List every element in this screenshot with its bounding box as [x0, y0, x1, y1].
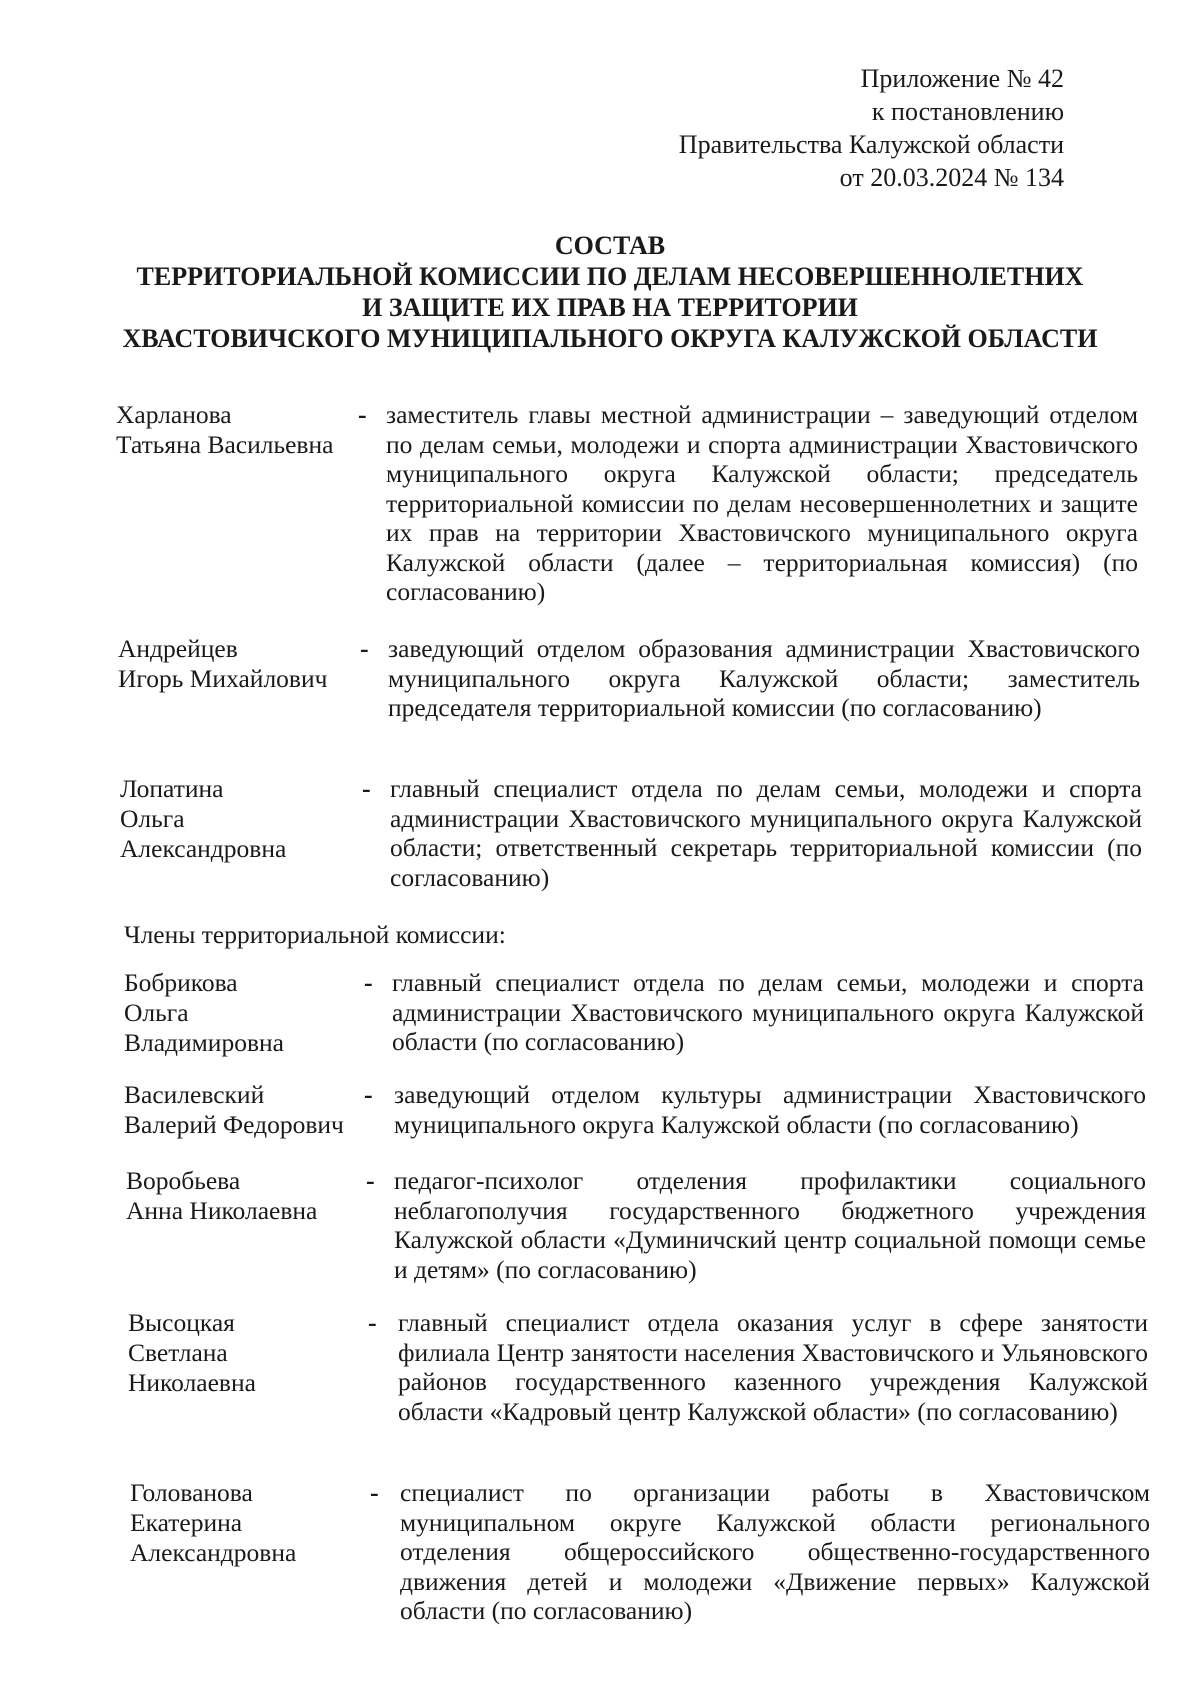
name-line: Николаевна: [128, 1368, 256, 1397]
document-title: [110, 230, 1110, 354]
person-position: главный специалист отдела по делам семьи, молодежи и спорта администрации Хвастовичского муниципального округа Калужской области; ответственный секретарь территориальной комиссии (по согласованию): [390, 774, 1142, 892]
person-name: [124, 968, 374, 1058]
person-name: [128, 1308, 378, 1398]
dash-separator: -: [364, 968, 373, 997]
dash-separator: -: [360, 634, 369, 663]
name-line: Игорь Михайлович: [118, 664, 328, 693]
name-line: Голованова: [130, 1478, 253, 1507]
dash-separator: -: [358, 400, 367, 429]
person-name: [124, 1080, 374, 1140]
name-line: Светлана: [128, 1338, 228, 1367]
members-heading: Члены территориальной комиссии:: [124, 920, 506, 949]
title-line-1: СОСТАВ: [554, 231, 666, 260]
person-position: заместитель главы местной администрации – заведующий отделом по делам семьи, молодежи и спорта администрации Хвастовичского муниципального округа Калужской области; председатель территориальной комиссии по делам несовершеннолетних и защите их прав на территории Хвастовичского муниципального округа Калужской области (далее – территориальная комиссия) (по согласованию): [386, 400, 1138, 606]
name-line: Лопатина: [120, 774, 224, 803]
appendix-line-to-resolution: к постановлению: [871, 97, 1064, 126]
title-line-4: ХВАСТОВИЧСКОГО МУНИЦИПАЛЬНОГО ОКРУГА КАЛУЖСКОЙ ОБЛАСТИ: [122, 324, 1098, 353]
appendix-date-number: от 20.03.2024 № 134: [839, 163, 1064, 192]
person-position: педагог-психолог отделения профилактики социального неблагополучия государственного бюджетного учреждения Калужской области «Думиничский центр социальной помощи семье и детям» (по согласованию): [394, 1166, 1146, 1284]
person-name: [118, 634, 368, 694]
person-position: заведующий отделом культуры администрации Хвастовичского муниципального округа Калужской области (по согласованию): [394, 1080, 1146, 1139]
appendix-number: Приложение № 42: [860, 64, 1064, 93]
person-name: [126, 1166, 376, 1226]
name-line: Ольга: [124, 998, 189, 1027]
name-line: Ольга: [120, 804, 185, 833]
title-line-2: ТЕРРИТОРИАЛЬНОЙ КОМИССИИ ПО ДЕЛАМ НЕСОВЕРШЕННОЛЕТНИХ: [136, 262, 1084, 291]
person-position: заведующий отделом образования администрации Хвастовичского муниципального округа Калужской области; заместитель председателя территориальной комиссии (по согласованию): [388, 634, 1140, 722]
dash-separator: -: [362, 774, 371, 803]
name-line: Владимировна: [124, 1028, 284, 1057]
person-position: специалист по организации работы в Хвастовичском муниципальном округе Калужской области регионального отделения общероссийского общественно-государственного движения детей и молодежи «Движение первых» Калужской области (по согласованию): [400, 1478, 1150, 1625]
person-position: главный специалист отдела по делам семьи, молодежи и спорта администрации Хвастовичского муниципального округа Калужской области (по согласованию): [392, 968, 1144, 1056]
dash-separator: -: [368, 1308, 377, 1337]
name-line: Валерий Федорович: [124, 1110, 344, 1139]
person-name: [120, 774, 370, 864]
appendix-reference: [679, 62, 1064, 194]
person-position: главный специалист отдела оказания услуг в сфере занятости филиала Центр занятости населения Хвастовичского и Ульяновского районов государственного казенного учреждения Калужской области «Кадровый центр Калужской области» (по согласованию): [398, 1308, 1148, 1426]
name-line: Татьяна Васильевна: [116, 430, 334, 459]
title-line-3: И ЗАЩИТЕ ИХ ПРАВ НА ТЕРРИТОРИИ: [362, 293, 858, 322]
name-line: Анна Николаевна: [126, 1196, 318, 1225]
person-name: [130, 1478, 380, 1568]
person-name: [116, 400, 366, 460]
name-line: Василевский: [124, 1080, 265, 1109]
name-line: Высоцкая: [128, 1308, 235, 1337]
name-line: Александровна: [120, 834, 287, 863]
name-line: Александровна: [130, 1538, 297, 1567]
name-line: Андрейцев: [118, 634, 238, 663]
dash-separator: -: [364, 1080, 373, 1109]
dash-separator: -: [370, 1478, 379, 1507]
name-line: Воробьева: [126, 1166, 241, 1195]
appendix-issuer: Правительства Калужской области: [678, 130, 1064, 159]
name-line: Бобрикова: [124, 968, 238, 997]
name-line: Екатерина: [130, 1508, 243, 1537]
name-line: Харланова: [116, 400, 232, 429]
dash-separator: -: [366, 1166, 375, 1195]
